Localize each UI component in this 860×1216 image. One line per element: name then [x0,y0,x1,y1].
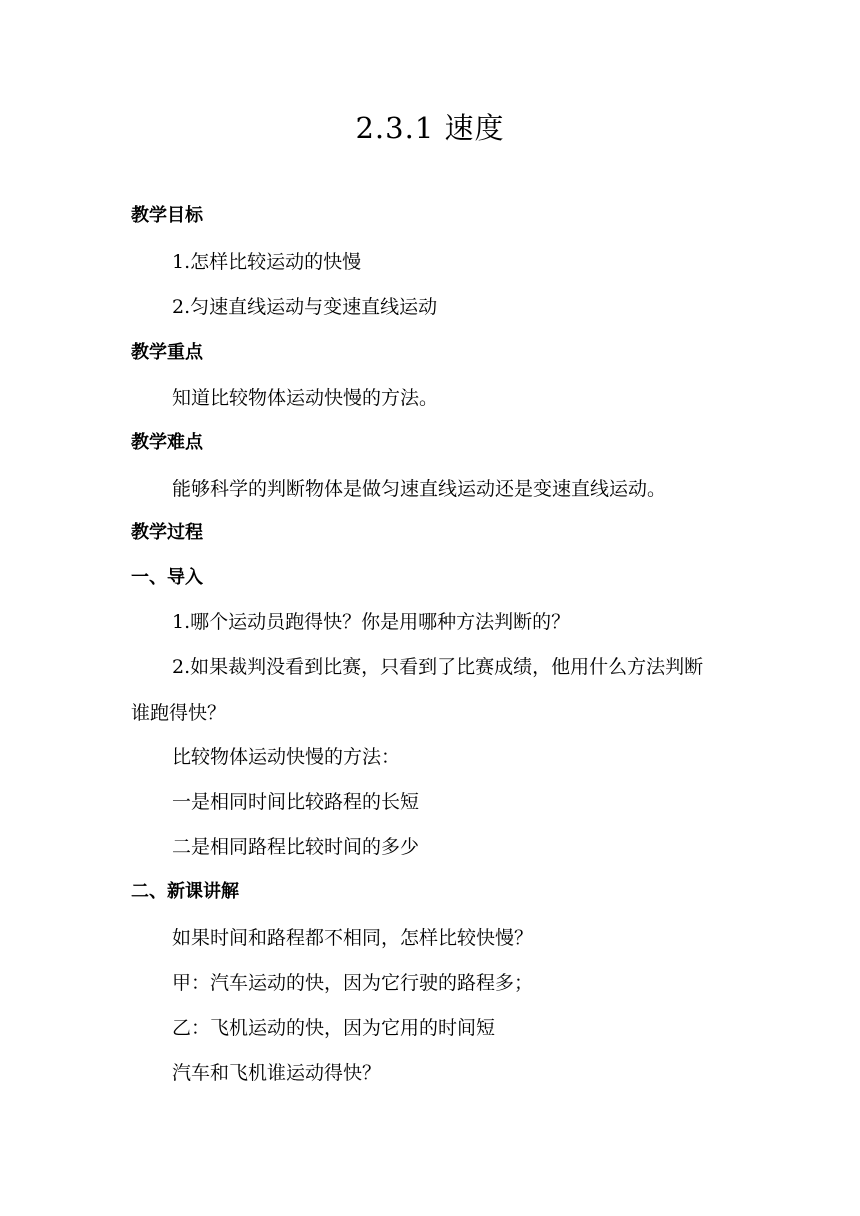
heading-new-lesson: 二、新课讲解 [131,881,239,902]
intro-question-2-line-2: 谁跑得快？ [131,702,227,724]
statement-yi: 乙：飞机运动的快，因为它用的时间短 [172,1017,496,1039]
statement-jia: 甲：汽车运动的快，因为它行驶的路程多； [172,972,534,994]
intro-question-1: 1.哪个运动员跑得快？你是用哪种方法判断的？ [172,611,571,633]
objective-item-2: 2.匀速直线运动与变速直线运动 [172,296,438,318]
page-title: 2.3.1 速度 [355,111,505,145]
heading-objectives: 教学目标 [131,205,203,226]
methods-title: 比较物体运动快慢的方法： [172,746,401,768]
method-2: 二是相同路程比较时间的多少 [172,836,420,858]
objective-item-1: 1.怎样比较运动的快慢 [172,251,362,273]
heading-key-point: 教学重点 [131,342,203,363]
new-lesson-question: 如果时间和路程都不相同，怎样比较快慢？ [172,927,534,949]
difficulty-text: 能够科学的判断物体是做匀速直线运动还是变速直线运动。 [172,478,667,500]
intro-question-2-line-1: 2.如果裁判没看到比赛，只看到了比赛成绩，他用什么方法判断 [172,656,704,678]
key-point-text: 知道比较物体运动快慢的方法。 [172,387,439,409]
final-question: 汽车和飞机谁运动得快？ [172,1062,382,1084]
method-1: 一是相同时间比较路程的长短 [172,791,420,813]
heading-process: 教学过程 [131,522,203,543]
heading-difficulty: 教学难点 [131,432,203,453]
heading-intro: 一、导入 [131,567,203,588]
